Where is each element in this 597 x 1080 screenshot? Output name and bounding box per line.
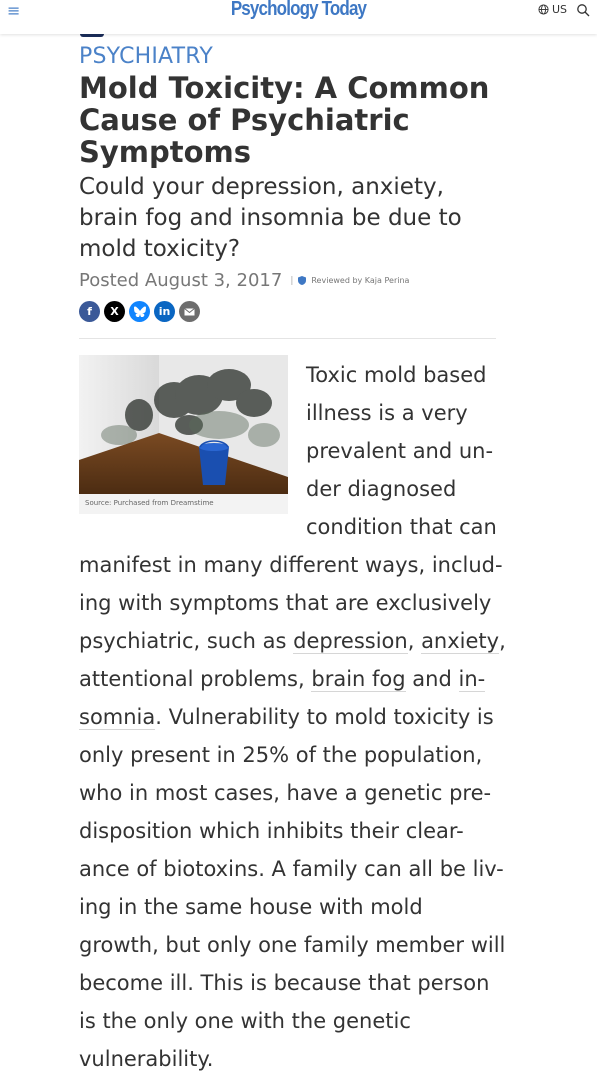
globe-icon <box>538 4 549 15</box>
body-line: disposition which inhibits their clear- <box>79 819 464 843</box>
site-header <box>0 0 597 34</box>
body-text: and <box>412 667 452 691</box>
body-line <box>79 622 506 660</box>
link-insomnia[interactable]: in- <box>458 667 486 691</box>
image-caption: Source: Purchased from Dreamstime <box>85 499 214 507</box>
site-logo[interactable]: Psychology Today <box>230 0 367 20</box>
article-figure <box>79 355 288 514</box>
body-line: growth, but only one family member will <box>79 933 506 957</box>
body-line: ing in the same house with mold <box>79 895 423 919</box>
search-icon[interactable] <box>576 3 590 17</box>
share-bar <box>79 301 200 322</box>
region-label: US <box>551 3 567 16</box>
body-line: condition that can <box>306 515 497 539</box>
email-icon <box>184 308 195 316</box>
post-date: Posted August 3, 2017 <box>79 270 283 291</box>
link-depression[interactable]: depression <box>293 629 408 653</box>
body-line: illness is a very <box>306 401 468 425</box>
x-icon: X <box>110 305 119 318</box>
article-subtitle: Could your depression, anxiety, brain fog and insomnia be due to mold toxicity? <box>79 174 462 262</box>
facebook-icon: f <box>87 305 92 318</box>
body-line: only present in 25% of the population, <box>79 743 483 767</box>
bluesky-icon <box>134 306 146 317</box>
verified-shield-icon <box>298 276 306 285</box>
article-title: Mold Toxicity: A Common Cause of Psychiatric Symptoms <box>79 71 490 169</box>
body-line <box>79 660 485 698</box>
body-line: ing with symptoms that are exclusively <box>79 591 492 615</box>
body-line <box>79 698 494 736</box>
body-line: is the only one with the genetic <box>79 1009 411 1033</box>
body-text: , <box>407 629 415 653</box>
body-text: attentional problems, <box>79 667 305 691</box>
body-text: . Vulnerability to mold toxicity is <box>155 705 494 729</box>
body-line: who in most cases, have a genetic pre- <box>79 781 492 805</box>
linkedin-icon: in <box>158 305 171 318</box>
bluesky-share-button[interactable] <box>129 301 150 322</box>
body-line: prevalent and un- <box>306 439 494 463</box>
body-line: ance of biotoxins. A family can all be liv- <box>79 857 504 881</box>
body-line: der diagnosed <box>306 477 457 501</box>
body-text: psychiatric, such as <box>79 629 287 653</box>
facebook-share-button[interactable] <box>79 301 100 322</box>
reviewed-by[interactable]: Reviewed by Kaja Perina <box>311 276 410 285</box>
body-line: vulnerability. <box>79 1047 214 1071</box>
link-brain-fog[interactable]: brain fog <box>311 667 406 691</box>
body-line: become ill. This is because that person <box>79 971 490 995</box>
body-text: , <box>499 629 506 653</box>
article-category[interactable]: PSYCHIATRY <box>79 44 213 69</box>
linkedin-share-button[interactable] <box>154 301 175 322</box>
link-insomnia-cont[interactable]: somnia <box>79 705 156 729</box>
byline <box>79 270 409 291</box>
email-share-button[interactable] <box>179 301 200 322</box>
region-selector[interactable] <box>538 3 567 16</box>
link-anxiety[interactable]: anxiety <box>421 629 500 653</box>
mold-photo <box>79 355 288 494</box>
hamburger-icon[interactable]: ≡ <box>7 1 21 20</box>
x-share-button[interactable] <box>104 301 125 322</box>
body-line: manifest in many different ways, includ- <box>79 553 503 577</box>
divider <box>79 338 496 339</box>
body-line: Toxic mold based <box>306 363 487 387</box>
byline-separator: | <box>290 275 294 286</box>
